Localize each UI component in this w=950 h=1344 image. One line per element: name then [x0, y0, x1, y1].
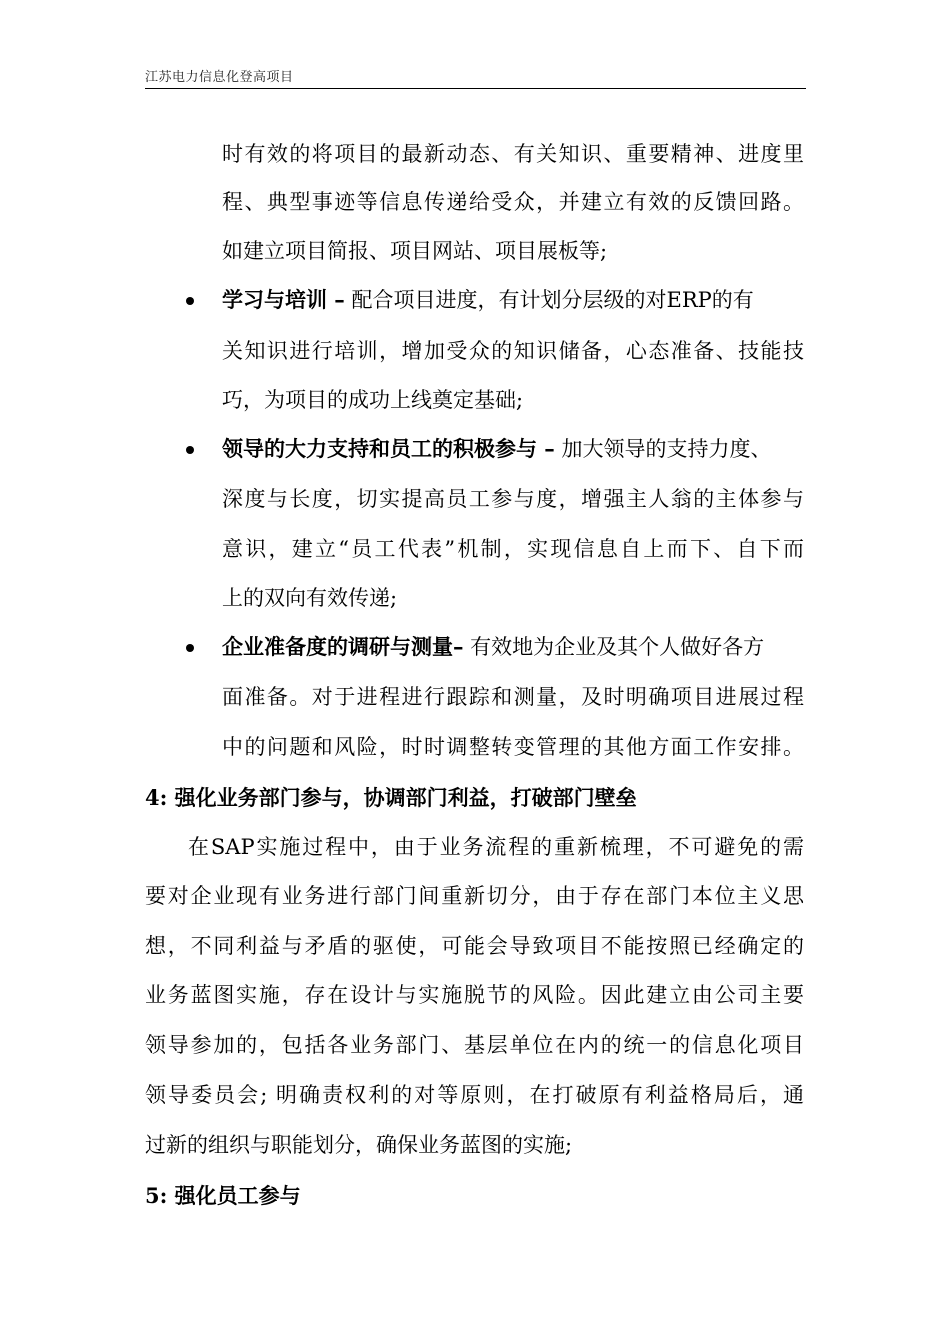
- paragraph-line: 程、典型事迹等信息传递给受众，并建立有效的反馈回路。: [222, 190, 804, 214]
- section-paragraph-line: 过新的组织与职能划分，确保业务蓝图的实施;: [145, 1133, 573, 1157]
- bullet-term: 领导的大力支持和员工的积极参与 –: [222, 436, 555, 461]
- bullet-text-line: 深度与长度，切实提高员工参与度，增强主人翁的主体参与: [222, 487, 804, 511]
- section-paragraph-line: 领导委员会; 明确责权利的对等原则，在打破原有利益格局后，通: [145, 1083, 804, 1107]
- section-paragraph-line: 在SAP实施过程中，由于业务流程的重新梳理，不可避免的需: [188, 835, 804, 859]
- section-paragraph-line: 要对企业现有业务进行部门间重新切分，由于存在部门本位主义思: [145, 884, 804, 908]
- bullet-icon: [186, 446, 194, 454]
- bullet-text: 有效地为企业及其个人做好各方: [463, 635, 765, 659]
- bullet-text-line: 关知识进行培训，增加受众的知识储备，心态准备、技能技: [222, 339, 804, 363]
- bullet-text-line: 中的问题和风险，时时调整转变管理的其他方面工作安排。: [222, 735, 804, 759]
- bullet-text: 配合项目进度，有计划分层级的对ERP的有: [344, 288, 754, 312]
- bullet-item-leadership: [222, 435, 822, 463]
- bullet-text-line: 意识，建立“员工代表”机制，实现信息自上而下、自下而: [222, 537, 804, 561]
- bullet-item-readiness: [222, 633, 806, 661]
- section-heading: 4: 强化业务部门参与，协调部门利益，打破部门壁垒: [145, 785, 637, 810]
- bullet-term: 企业准备度的调研与测量–: [222, 634, 464, 659]
- bullet-item-training: [222, 286, 806, 314]
- paragraph-line: 如建立项目简报、项目网站、项目展板等;: [222, 239, 608, 263]
- bullet-text: 加大领导的支持力度、: [554, 437, 772, 461]
- bullet-text-line: 面准备。对于进程进行跟踪和测量，及时明确项目进展过程: [222, 685, 804, 709]
- page-header: [145, 64, 806, 89]
- header-title: 江苏电力信息化登高项目: [145, 70, 294, 85]
- section-paragraph-line: 业务蓝图实施，存在设计与实施脱节的风险。因此建立由公司主要: [145, 983, 804, 1007]
- bullet-text-line: 上的双向有效传递;: [222, 586, 398, 610]
- section-heading: 5: 强化员工参与: [145, 1183, 301, 1208]
- paragraph-line: 时有效的将项目的最新动态、有关知识、重要精神、进度里: [222, 142, 804, 166]
- bullet-text-line: 巧，为项目的成功上线奠定基础;: [222, 388, 524, 412]
- bullet-icon: [186, 297, 194, 305]
- bullet-term: 学习与培训 –: [222, 287, 345, 312]
- section-paragraph-line: 想，不同利益与矛盾的驱使，可能会导致项目不能按照已经确定的: [145, 934, 804, 958]
- section-paragraph-line: 领导参加的，包括各业务部门、基层单位在内的统一的信息化项目: [145, 1033, 804, 1057]
- bullet-icon: [186, 644, 194, 652]
